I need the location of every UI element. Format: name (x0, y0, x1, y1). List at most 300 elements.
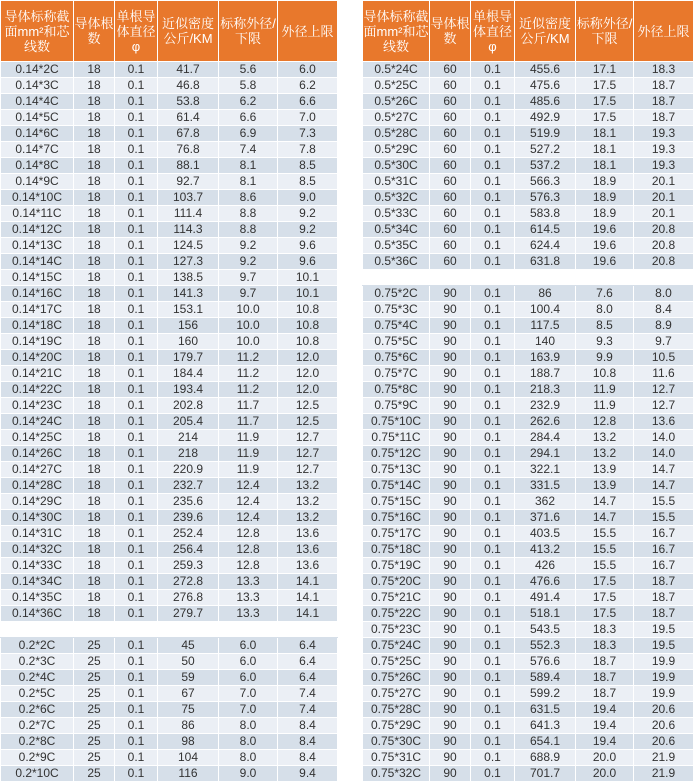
cell-diameter: 0.1 (471, 446, 515, 462)
cell-strands: 60 (430, 62, 471, 78)
cell-spec: 0.75*27C (363, 686, 430, 702)
cell-od-upper: 14.7 (634, 462, 693, 478)
cell-od-upper: 12.0 (278, 382, 338, 398)
cell-spec: 0.2*3C (1, 654, 74, 670)
cell-od-upper: 10.8 (278, 334, 338, 350)
cell-od-lower: 10.8 (576, 366, 634, 382)
cell-od-lower: 18.9 (576, 206, 634, 222)
cell-spec: 0.14*15C (1, 270, 74, 286)
cell-od-upper: 18.7 (634, 78, 693, 94)
cell-spec: 0.14*8C (1, 158, 74, 174)
cell-diameter: 0.1 (115, 574, 158, 590)
cell-density: 641.3 (515, 718, 576, 734)
cell-strands: 90 (430, 622, 471, 638)
cell-od-lower: 12.8 (219, 526, 278, 542)
cell-diameter: 0.1 (471, 94, 515, 110)
cell-spec: 0.75*5C (363, 334, 430, 350)
table-row (1, 558, 338, 574)
cell-density: 552.3 (515, 638, 576, 654)
empty-cell (115, 622, 158, 638)
cell-spec: 0.75*7C (363, 366, 430, 382)
cell-density: 272.8 (158, 574, 219, 590)
cell-od-upper: 14.0 (634, 430, 693, 446)
cell-od-upper: 20.6 (634, 702, 693, 718)
table-row (1, 446, 338, 462)
cell-density: 232.7 (158, 478, 219, 494)
cell-density: 475.6 (515, 78, 576, 94)
cell-od-upper: 7.3 (278, 126, 338, 142)
cell-diameter: 0.1 (471, 222, 515, 238)
cell-strands: 18 (74, 430, 115, 446)
cell-od-lower: 13.2 (576, 430, 634, 446)
cell-density: 100.4 (515, 302, 576, 318)
cell-strands: 90 (430, 494, 471, 510)
cell-od-upper: 6.4 (278, 670, 338, 686)
table-row (363, 174, 693, 190)
cell-od-lower: 19.4 (576, 718, 634, 734)
cell-od-lower: 19.6 (576, 238, 634, 254)
cell-od-lower: 13.3 (219, 590, 278, 606)
cell-diameter: 0.1 (115, 206, 158, 222)
cell-strands: 90 (430, 686, 471, 702)
cell-density: 61.4 (158, 110, 219, 126)
cell-od-upper: 13.6 (278, 558, 338, 574)
cell-spec: 0.14*17C (1, 302, 74, 318)
cell-spec: 0.14*13C (1, 238, 74, 254)
cell-diameter: 0.1 (471, 110, 515, 126)
cell-od-lower: 15.5 (576, 526, 634, 542)
cell-diameter: 0.1 (115, 398, 158, 414)
cell-od-upper: 8.4 (278, 750, 338, 766)
header-od-upper: 外径上限 (634, 1, 693, 62)
table-row (1, 686, 338, 702)
cell-spec: 0.14*32C (1, 542, 74, 558)
cell-strands: 18 (74, 206, 115, 222)
cell-density: 239.6 (158, 510, 219, 526)
cell-density: 46.8 (158, 78, 219, 94)
cell-diameter: 0.1 (115, 126, 158, 142)
header-row (1, 1, 338, 62)
cell-density: 153.1 (158, 302, 219, 318)
cell-strands: 90 (430, 638, 471, 654)
cell-od-upper: 8.9 (634, 318, 693, 334)
cell-spec: 0.14*28C (1, 478, 74, 494)
table-row (1, 110, 338, 126)
cell-density: 124.5 (158, 238, 219, 254)
table-row (363, 766, 693, 782)
cell-spec: 0.5*27C (363, 110, 430, 126)
cell-od-lower: 11.9 (219, 446, 278, 462)
cell-diameter: 0.1 (115, 510, 158, 526)
cell-density: 576.3 (515, 190, 576, 206)
cell-spec: 0.14*12C (1, 222, 74, 238)
table-row (363, 638, 693, 654)
cell-strands: 25 (74, 718, 115, 734)
table-row (363, 430, 693, 446)
cell-od-lower: 18.3 (576, 622, 634, 638)
cell-od-upper: 18.7 (634, 94, 693, 110)
cell-od-upper: 19.9 (634, 670, 693, 686)
cell-od-upper: 12.7 (278, 430, 338, 446)
cell-density: 701.7 (515, 766, 576, 782)
cell-density: 98 (158, 734, 219, 750)
cell-strands: 18 (74, 158, 115, 174)
cell-strands: 90 (430, 542, 471, 558)
cell-strands: 25 (74, 750, 115, 766)
table-row (363, 254, 693, 270)
table-row (363, 702, 693, 718)
cell-od-lower: 17.5 (576, 606, 634, 622)
cell-diameter: 0.1 (471, 382, 515, 398)
cell-diameter: 0.1 (115, 78, 158, 94)
cell-strands: 60 (430, 174, 471, 190)
cell-density: 262.6 (515, 414, 576, 430)
table-row (1, 158, 338, 174)
cell-od-lower: 18.7 (576, 670, 634, 686)
cell-od-lower: 6.6 (219, 110, 278, 126)
cell-od-upper: 18.7 (634, 110, 693, 126)
cell-diameter: 0.1 (115, 654, 158, 670)
cell-spec: 0.75*16C (363, 510, 430, 526)
cell-strands: 90 (430, 478, 471, 494)
cell-spec: 0.75*19C (363, 558, 430, 574)
cell-od-upper: 16.7 (634, 542, 693, 558)
cell-density: 184.4 (158, 366, 219, 382)
cell-spec: 0.14*18C (1, 318, 74, 334)
cell-od-lower: 11.9 (576, 398, 634, 414)
cell-strands: 90 (430, 654, 471, 670)
cell-spec: 0.5*24C (363, 62, 430, 78)
spacer-row (363, 270, 693, 286)
cell-od-upper: 18.7 (634, 574, 693, 590)
cell-od-upper: 6.2 (278, 78, 338, 94)
cell-strands: 60 (430, 206, 471, 222)
cell-od-upper: 21.9 (634, 750, 693, 766)
cell-strands: 18 (74, 302, 115, 318)
table-row (363, 510, 693, 526)
header-strand-diameter: 单根导体直径φ (115, 1, 158, 62)
table-row (363, 670, 693, 686)
cell-diameter: 0.1 (471, 254, 515, 270)
cell-od-upper: 13.2 (278, 494, 338, 510)
cell-od-lower: 13.3 (219, 606, 278, 622)
cell-od-upper: 9.2 (278, 206, 338, 222)
cell-strands: 60 (430, 94, 471, 110)
cell-diameter: 0.1 (471, 558, 515, 574)
cell-spec: 0.14*6C (1, 126, 74, 142)
cell-strands: 90 (430, 366, 471, 382)
cell-spec: 0.75*25C (363, 654, 430, 670)
cell-od-lower: 8.0 (576, 302, 634, 318)
cell-strands: 18 (74, 318, 115, 334)
cell-spec: 0.75*9C (363, 398, 430, 414)
table-row (363, 398, 693, 414)
cell-od-lower: 6.0 (219, 670, 278, 686)
table-row (1, 750, 338, 766)
cell-spec: 0.75*21C (363, 590, 430, 606)
empty-cell (219, 622, 278, 638)
table-row (363, 158, 693, 174)
cell-density: 76.8 (158, 142, 219, 158)
cell-strands: 18 (74, 366, 115, 382)
cell-diameter: 0.1 (471, 750, 515, 766)
cell-od-lower: 18.1 (576, 126, 634, 142)
table-row (1, 238, 338, 254)
cell-spec: 0.14*9C (1, 174, 74, 190)
table-row (1, 734, 338, 750)
cell-od-upper: 9.6 (278, 238, 338, 254)
cell-diameter: 0.1 (471, 494, 515, 510)
cell-density: 92.7 (158, 174, 219, 190)
cell-diameter: 0.1 (471, 62, 515, 78)
cell-diameter: 0.1 (115, 606, 158, 622)
cell-od-upper: 8.4 (278, 734, 338, 750)
header-cross-section: 导体标称截面mm²和芯线数 (1, 1, 74, 62)
cell-od-lower: 9.0 (219, 766, 278, 782)
cell-od-lower: 11.9 (219, 462, 278, 478)
cell-od-lower: 19.4 (576, 702, 634, 718)
table-row (363, 110, 693, 126)
cell-od-lower: 9.9 (576, 350, 634, 366)
cell-diameter: 0.1 (115, 558, 158, 574)
cell-spec: 0.14*2C (1, 62, 74, 78)
cell-density: 67.8 (158, 126, 219, 142)
cell-od-lower: 19.6 (576, 222, 634, 238)
cell-strands: 18 (74, 286, 115, 302)
cell-spec: 0.2*5C (1, 686, 74, 702)
cell-od-lower: 8.1 (219, 158, 278, 174)
cell-od-upper: 12.5 (278, 414, 338, 430)
cell-spec: 0.5*26C (363, 94, 430, 110)
cell-strands: 18 (74, 606, 115, 622)
table-row (1, 94, 338, 110)
cell-density: 413.2 (515, 542, 576, 558)
cell-diameter: 0.1 (115, 110, 158, 126)
cell-diameter: 0.1 (471, 686, 515, 702)
cell-spec: 0.5*28C (363, 126, 430, 142)
cell-od-lower: 10.0 (219, 302, 278, 318)
cell-od-lower: 9.3 (576, 334, 634, 350)
cell-spec: 0.75*31C (363, 750, 430, 766)
cell-od-upper: 14.1 (278, 590, 338, 606)
cell-od-upper: 8.5 (278, 174, 338, 190)
cell-spec: 0.5*31C (363, 174, 430, 190)
cell-strands: 18 (74, 526, 115, 542)
cell-od-upper: 14.7 (634, 478, 693, 494)
cell-density: 331.5 (515, 478, 576, 494)
cell-diameter: 0.1 (115, 222, 158, 238)
cell-strands: 18 (74, 478, 115, 494)
cell-diameter: 0.1 (115, 254, 158, 270)
cell-density: 103.7 (158, 190, 219, 206)
empty-cell (74, 622, 115, 638)
cell-spec: 0.14*14C (1, 254, 74, 270)
cell-od-upper: 9.2 (278, 222, 338, 238)
cell-od-lower: 13.9 (576, 462, 634, 478)
cell-density: 116 (158, 766, 219, 782)
cell-od-upper: 19.9 (634, 686, 693, 702)
table-row (1, 718, 338, 734)
table-row (363, 190, 693, 206)
table-row (1, 430, 338, 446)
cell-density: 193.4 (158, 382, 219, 398)
cell-density: 220.9 (158, 462, 219, 478)
cell-diameter: 0.1 (471, 318, 515, 334)
cell-density: 117.5 (515, 318, 576, 334)
table-row (1, 606, 338, 622)
table-row (363, 414, 693, 430)
cell-diameter: 0.1 (115, 158, 158, 174)
cell-strands: 18 (74, 334, 115, 350)
header-strand-diameter: 单根导体直径φ (471, 1, 515, 62)
cell-diameter: 0.1 (471, 350, 515, 366)
cell-diameter: 0.1 (115, 334, 158, 350)
cell-strands: 18 (74, 270, 115, 286)
cell-od-upper: 10.1 (278, 286, 338, 302)
cell-diameter: 0.1 (115, 526, 158, 542)
cell-density: 235.6 (158, 494, 219, 510)
cell-od-lower: 18.9 (576, 174, 634, 190)
cell-diameter: 0.1 (471, 78, 515, 94)
cell-density: 543.5 (515, 622, 576, 638)
table-row (1, 654, 338, 670)
table-row (1, 542, 338, 558)
cell-od-upper: 18.7 (634, 590, 693, 606)
empty-cell (158, 622, 219, 638)
cell-od-upper: 8.5 (278, 158, 338, 174)
cell-strands: 18 (74, 350, 115, 366)
cell-density: 138.5 (158, 270, 219, 286)
cell-diameter: 0.1 (471, 334, 515, 350)
empty-cell (430, 270, 471, 286)
cell-od-lower: 15.5 (576, 542, 634, 558)
cell-diameter: 0.1 (115, 750, 158, 766)
cell-density: 294.1 (515, 446, 576, 462)
cell-strands: 18 (74, 590, 115, 606)
table-row (363, 606, 693, 622)
table-row (1, 78, 338, 94)
cell-spec: 0.14*20C (1, 350, 74, 366)
cell-diameter: 0.1 (471, 654, 515, 670)
cell-od-upper: 20.8 (634, 222, 693, 238)
table-row (1, 174, 338, 190)
cell-strands: 18 (74, 126, 115, 142)
cell-od-upper: 20.8 (634, 238, 693, 254)
table-row (363, 206, 693, 222)
table-row (1, 494, 338, 510)
cell-spec: 0.14*33C (1, 558, 74, 574)
header-strand-count: 导体根数 (74, 1, 115, 62)
table-row (363, 142, 693, 158)
cell-od-lower: 11.2 (219, 350, 278, 366)
cell-diameter: 0.1 (115, 686, 158, 702)
cell-od-lower: 20.0 (576, 750, 634, 766)
cell-spec: 0.14*26C (1, 446, 74, 462)
table-row (363, 62, 693, 78)
cell-strands: 25 (74, 686, 115, 702)
cell-density: 485.6 (515, 94, 576, 110)
cell-diameter: 0.1 (115, 718, 158, 734)
cell-spec: 0.2*2C (1, 638, 74, 654)
table-row (1, 366, 338, 382)
cell-od-lower: 11.9 (219, 430, 278, 446)
cell-od-lower: 11.7 (219, 398, 278, 414)
cell-spec: 0.75*28C (363, 702, 430, 718)
cell-strands: 18 (74, 190, 115, 206)
cell-od-upper: 10.1 (278, 270, 338, 286)
cell-strands: 90 (430, 702, 471, 718)
cell-od-lower: 8.6 (219, 190, 278, 206)
cell-spec: 0.75*6C (363, 350, 430, 366)
cell-density: 59 (158, 670, 219, 686)
cell-spec: 0.14*30C (1, 510, 74, 526)
cell-od-upper: 12.0 (278, 366, 338, 382)
cell-spec: 0.2*6C (1, 702, 74, 718)
cell-od-upper: 13.2 (278, 478, 338, 494)
cell-spec: 0.75*15C (363, 494, 430, 510)
cell-strands: 90 (430, 398, 471, 414)
cell-strands: 90 (430, 718, 471, 734)
cell-density: 624.4 (515, 238, 576, 254)
cell-strands: 90 (430, 590, 471, 606)
cell-density: 188.7 (515, 366, 576, 382)
cell-od-lower: 10.0 (219, 318, 278, 334)
cell-density: 127.3 (158, 254, 219, 270)
table-row (363, 622, 693, 638)
cell-diameter: 0.1 (115, 350, 158, 366)
cell-density: 160 (158, 334, 219, 350)
cell-density: 688.9 (515, 750, 576, 766)
cell-strands: 18 (74, 414, 115, 430)
cell-density: 492.9 (515, 110, 576, 126)
cell-diameter: 0.1 (115, 590, 158, 606)
cell-od-upper: 15.5 (634, 510, 693, 526)
cell-od-lower: 12.4 (219, 478, 278, 494)
cell-diameter: 0.1 (471, 206, 515, 222)
cell-strands: 90 (430, 382, 471, 398)
cell-od-lower: 8.1 (219, 174, 278, 190)
cell-strands: 18 (74, 78, 115, 94)
cell-od-upper: 12.7 (278, 446, 338, 462)
header-od-lower: 标称外径/下限 (219, 1, 278, 62)
cell-od-upper: 14.1 (278, 574, 338, 590)
cell-spec: 0.75*13C (363, 462, 430, 478)
cell-diameter: 0.1 (471, 302, 515, 318)
cell-density: 202.8 (158, 398, 219, 414)
cell-density: 362 (515, 494, 576, 510)
cell-diameter: 0.1 (471, 766, 515, 782)
table-row (363, 302, 693, 318)
table-row (1, 222, 338, 238)
table-row (363, 222, 693, 238)
cell-od-lower: 8.8 (219, 206, 278, 222)
table-row (363, 366, 693, 382)
cell-density: 322.1 (515, 462, 576, 478)
cell-diameter: 0.1 (115, 270, 158, 286)
cell-spec: 0.14*21C (1, 366, 74, 382)
header-od-upper: 外径上限 (278, 1, 338, 62)
cell-od-lower: 9.2 (219, 254, 278, 270)
cell-diameter: 0.1 (471, 702, 515, 718)
cell-strands: 90 (430, 446, 471, 462)
cell-spec: 0.75*23C (363, 622, 430, 638)
cell-strands: 60 (430, 158, 471, 174)
cell-density: 583.8 (515, 206, 576, 222)
cell-diameter: 0.1 (471, 158, 515, 174)
cell-od-upper: 18.7 (634, 606, 693, 622)
cell-diameter: 0.1 (471, 190, 515, 206)
cell-od-lower: 11.2 (219, 382, 278, 398)
